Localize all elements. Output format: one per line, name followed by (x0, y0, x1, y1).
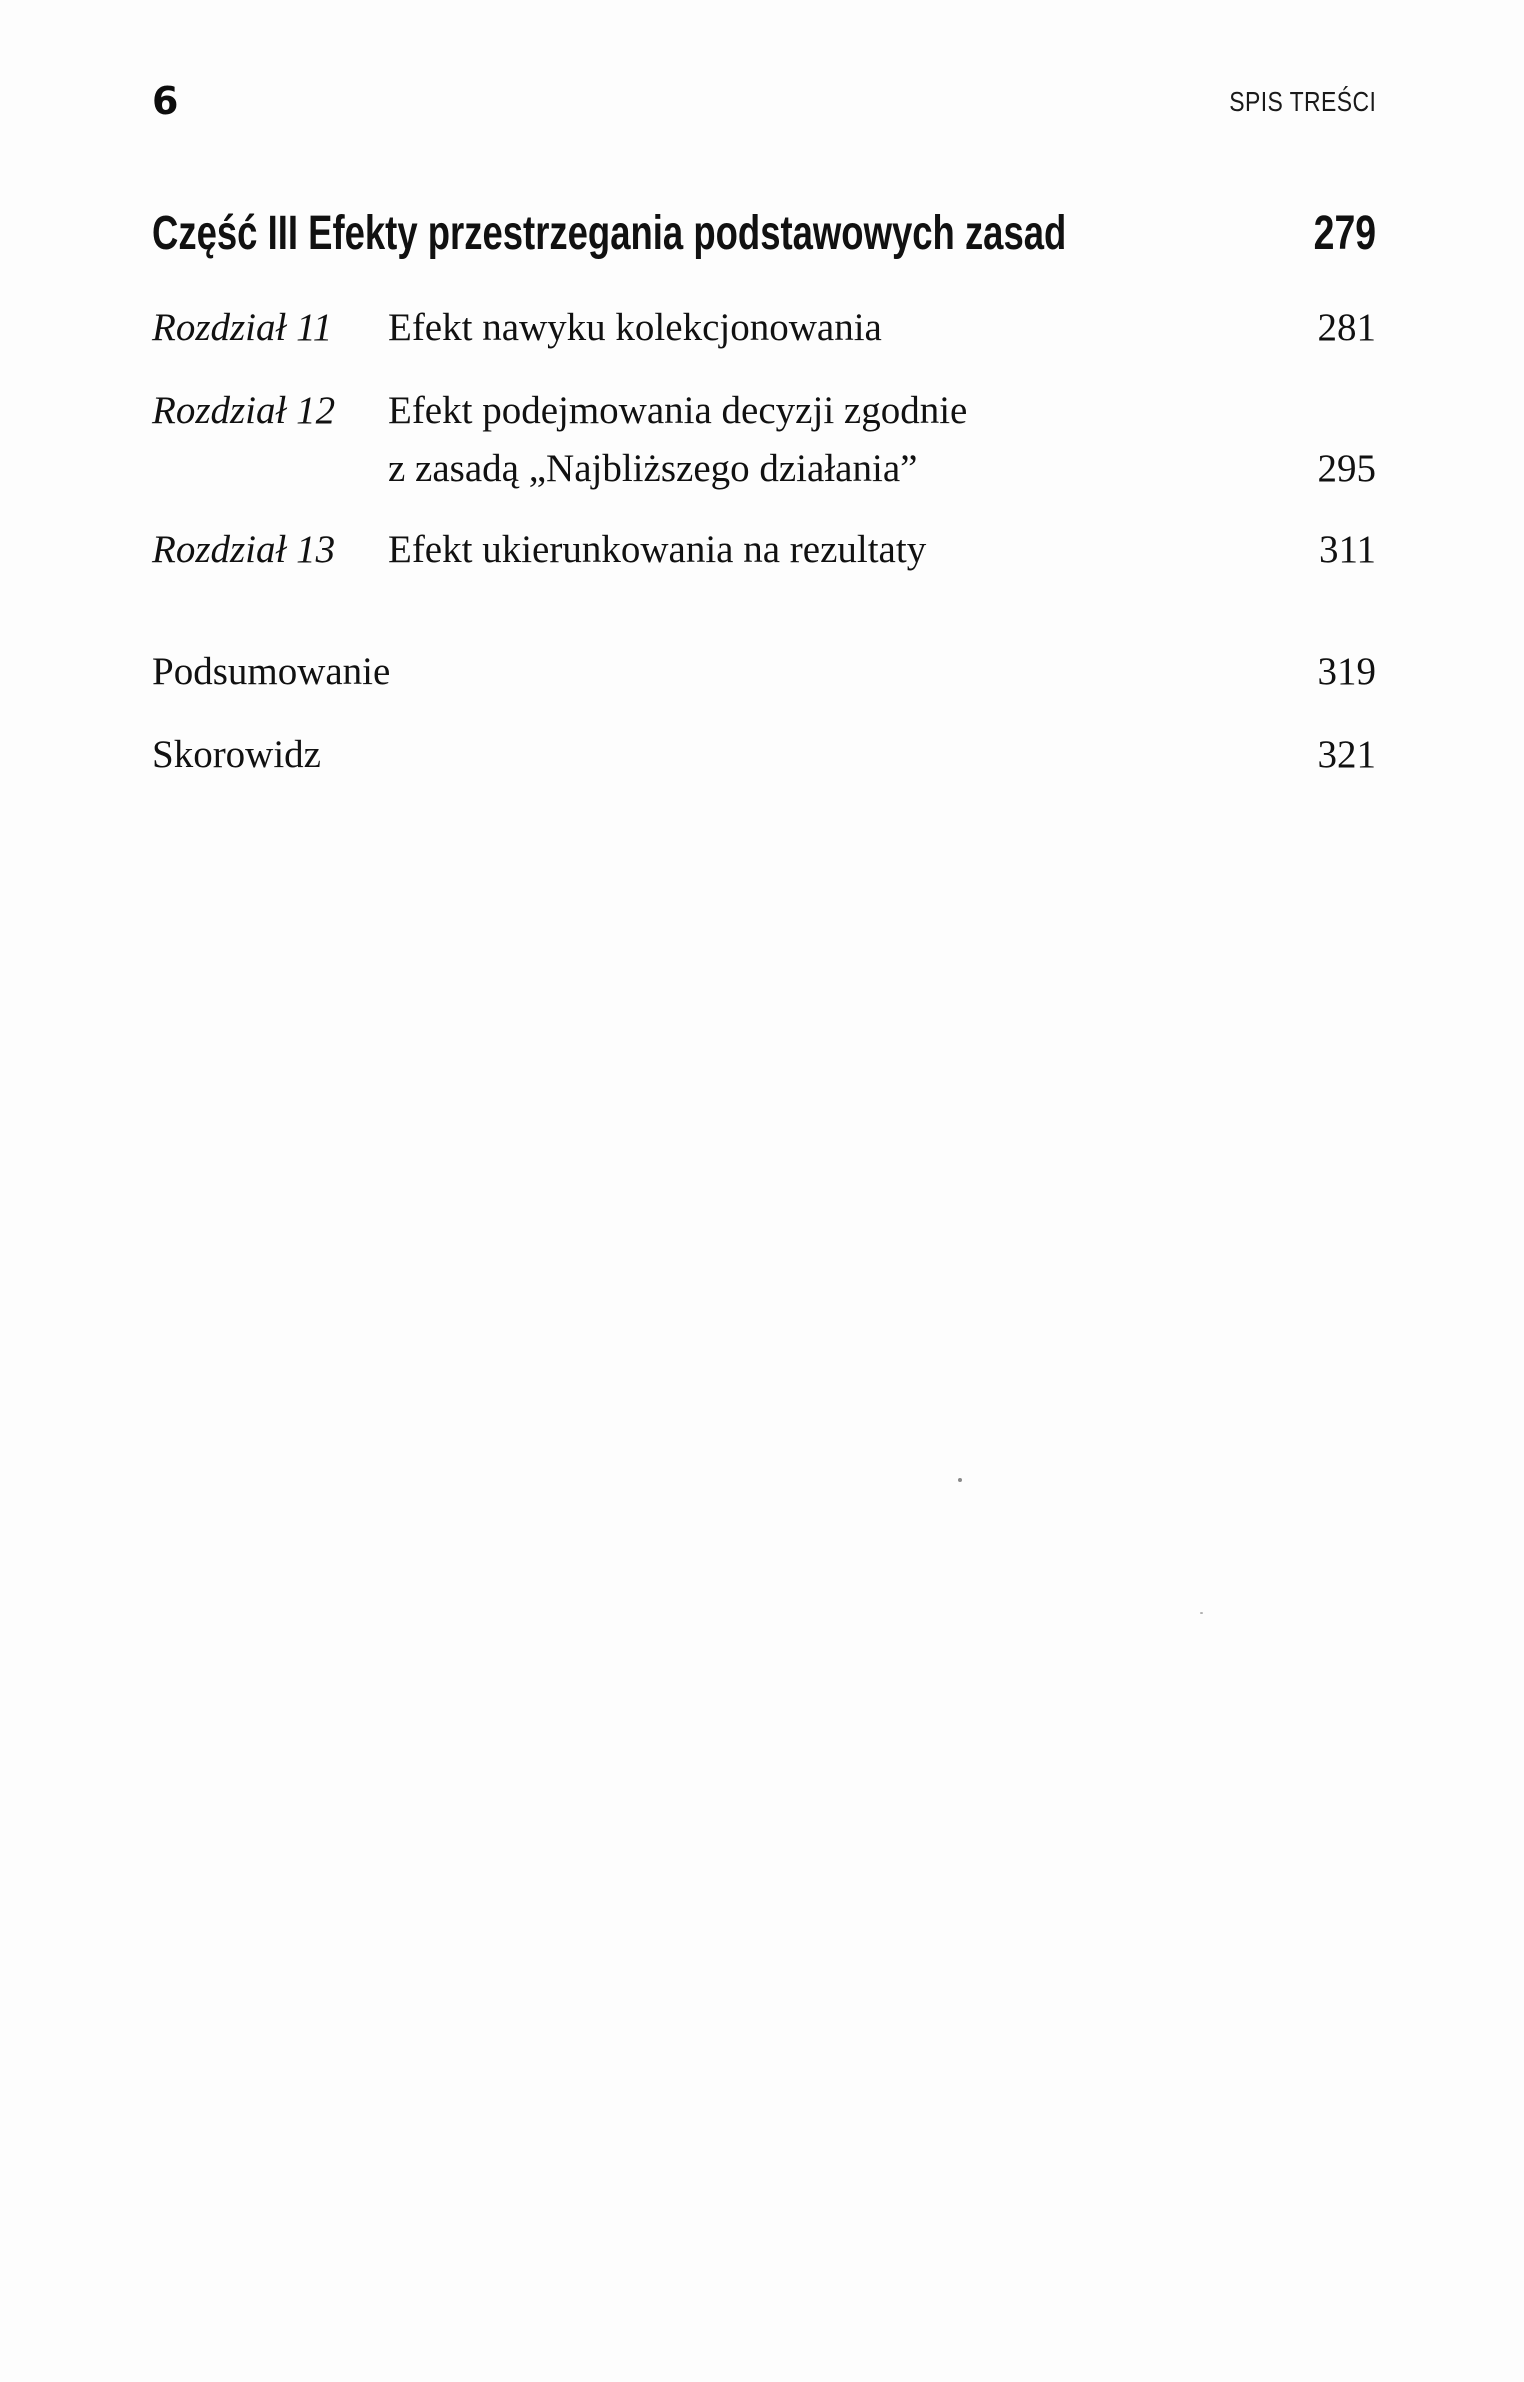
part-page-number: 279 (1313, 207, 1376, 260)
chapter-page-number: 311 (1318, 528, 1376, 571)
extra-page-number: 321 (1317, 733, 1376, 776)
chapter-label: Rozdział 11 (152, 306, 333, 349)
running-header: SPIS TREŚCI (1229, 86, 1376, 117)
chapter-title-line: Efekt podejmowania decyzji zgodnie (388, 389, 968, 432)
page-number: 6 (152, 79, 179, 123)
chapter-page-number: 295 (1317, 447, 1376, 490)
toc-chapter-entry (152, 299, 1376, 357)
extra-page-number: 319 (1317, 650, 1376, 693)
toc-extra-entry (152, 726, 1376, 784)
chapter-title-line: Efekt ukierunkowania na rezultaty (388, 528, 927, 571)
chapter-title (388, 521, 926, 579)
toc-chapter-entry (152, 382, 1376, 498)
chapter-title (388, 299, 882, 357)
extra-title: Podsumowanie (152, 650, 391, 693)
scan-speck (958, 1478, 962, 1482)
chapter-title (388, 382, 967, 498)
scan-speck (1200, 1612, 1203, 1614)
chapter-title-line: Efekt nawyku kolekcjonowania (388, 306, 882, 349)
toc-part-entry (152, 206, 1376, 262)
chapter-label: Rozdział 12 (152, 389, 336, 432)
toc-extra-entry (152, 643, 1376, 701)
part-title: Część III Efekty przestrzegania podstawowych zasad (152, 207, 1067, 260)
chapter-page-number: 281 (1317, 306, 1376, 349)
extra-title: Skorowidz (152, 733, 321, 776)
toc-chapter-entry (152, 521, 1376, 579)
chapter-title-line: z zasadą „Najbliższego działania” (388, 447, 918, 490)
chapter-label: Rozdział 13 (152, 528, 336, 571)
